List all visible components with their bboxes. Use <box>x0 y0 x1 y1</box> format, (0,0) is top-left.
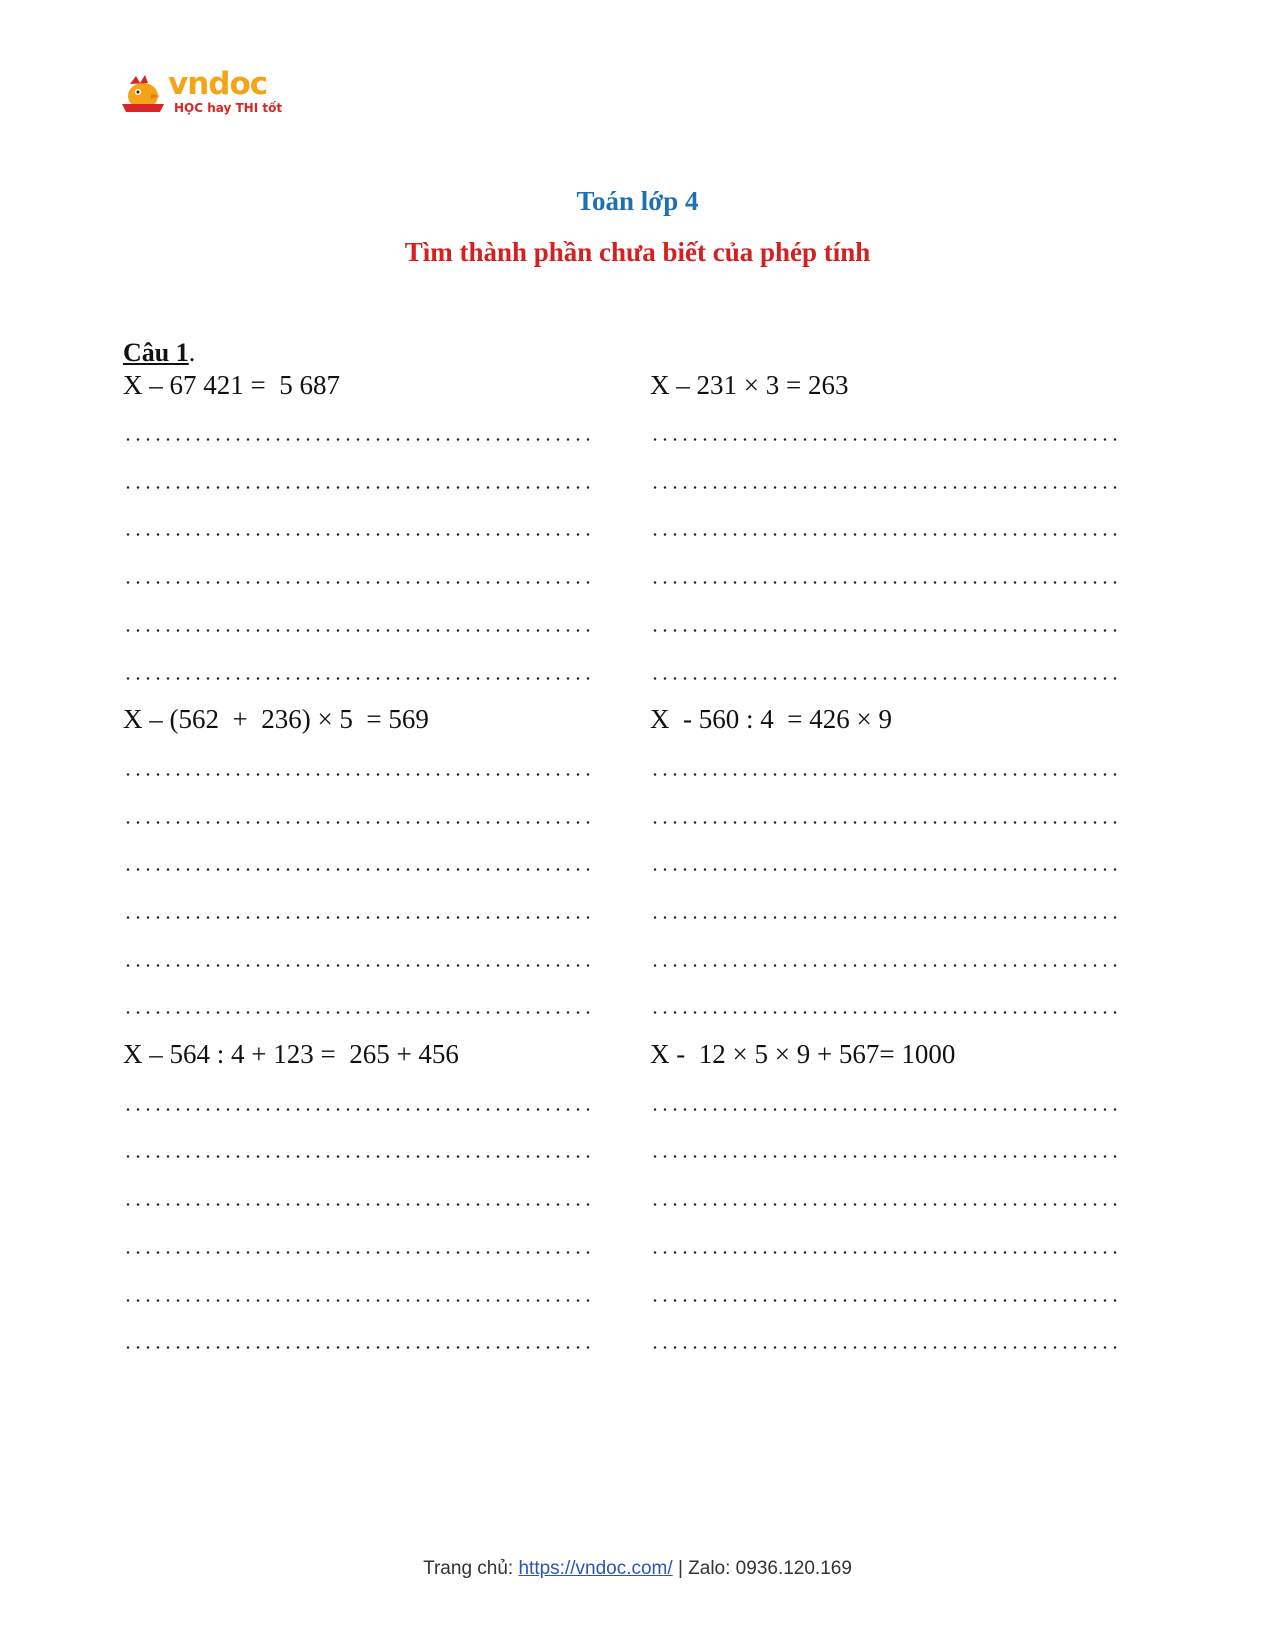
logo-tagline: HỌC hay THI tốt <box>174 101 283 115</box>
footer-contact: | Zalo: 0936.120.169 <box>672 1558 852 1579</box>
answer-line[interactable] <box>650 629 1118 632</box>
answer-line[interactable] <box>650 868 1118 871</box>
answer-line[interactable] <box>123 1251 591 1254</box>
logo-wordmark: vndoc <box>168 66 268 102</box>
exercise-b: X – 231 × 3 = 263 <box>650 370 849 400</box>
answer-line[interactable] <box>123 916 591 919</box>
answer-line[interactable] <box>650 964 1118 967</box>
answer-line[interactable] <box>123 868 591 871</box>
answer-line[interactable] <box>123 773 591 776</box>
answer-line[interactable] <box>650 581 1118 584</box>
answer-line[interactable] <box>123 1203 591 1206</box>
answer-line[interactable] <box>650 677 1118 680</box>
answer-line[interactable] <box>650 1203 1118 1206</box>
answer-line[interactable] <box>650 1108 1118 1111</box>
subject-title: Toán lớp 4 <box>576 186 699 216</box>
question-number: Câu 1 <box>123 338 189 367</box>
answer-line[interactable] <box>123 629 591 632</box>
answer-line[interactable] <box>650 1299 1118 1302</box>
answer-line[interactable] <box>650 438 1118 441</box>
answer-line[interactable] <box>123 533 591 536</box>
answer-line[interactable] <box>123 486 591 489</box>
answer-line[interactable] <box>650 1011 1118 1014</box>
answer-line[interactable] <box>123 1011 591 1014</box>
answer-line[interactable] <box>123 1108 591 1111</box>
exercise-c: X – (562 + 236) × 5 = 569 <box>123 704 429 734</box>
answer-line[interactable] <box>650 1251 1118 1254</box>
answer-line[interactable] <box>650 1346 1118 1349</box>
answer-line[interactable] <box>123 677 591 680</box>
answer-line[interactable] <box>123 1346 591 1349</box>
exercise-column-left <box>123 0 623 1650</box>
footer-prefix: Trang chủ: <box>423 1558 519 1579</box>
exercise-e: X – 564 : 4 + 123 = 265 + 456 <box>123 1039 459 1069</box>
answer-line[interactable] <box>123 821 591 824</box>
page-footer <box>0 1558 1275 1580</box>
exercise-d: X - 560 : 4 = 426 × 9 <box>650 704 892 734</box>
answer-line[interactable] <box>650 916 1118 919</box>
answer-line[interactable] <box>123 438 591 441</box>
homepage-link[interactable]: https://vndoc.com/ <box>518 1558 673 1579</box>
answer-line[interactable] <box>123 1155 591 1158</box>
question-suffix: . <box>188 338 196 367</box>
answer-line[interactable] <box>650 821 1118 824</box>
topic-title: Tìm thành phần chưa biết của phép tính <box>404 237 871 267</box>
answer-line[interactable] <box>650 486 1118 489</box>
answer-line[interactable] <box>123 1299 591 1302</box>
answer-line[interactable] <box>123 581 591 584</box>
answer-line[interactable] <box>650 1155 1118 1158</box>
answer-line[interactable] <box>650 533 1118 536</box>
exercise-column-right <box>650 0 1150 1650</box>
exercise-a: X – 67 421 = 5 687 <box>123 370 340 400</box>
answer-line[interactable] <box>650 773 1118 776</box>
exercise-f: X - 12 × 5 × 9 + 567= 1000 <box>650 1039 956 1069</box>
answer-line[interactable] <box>123 964 591 967</box>
